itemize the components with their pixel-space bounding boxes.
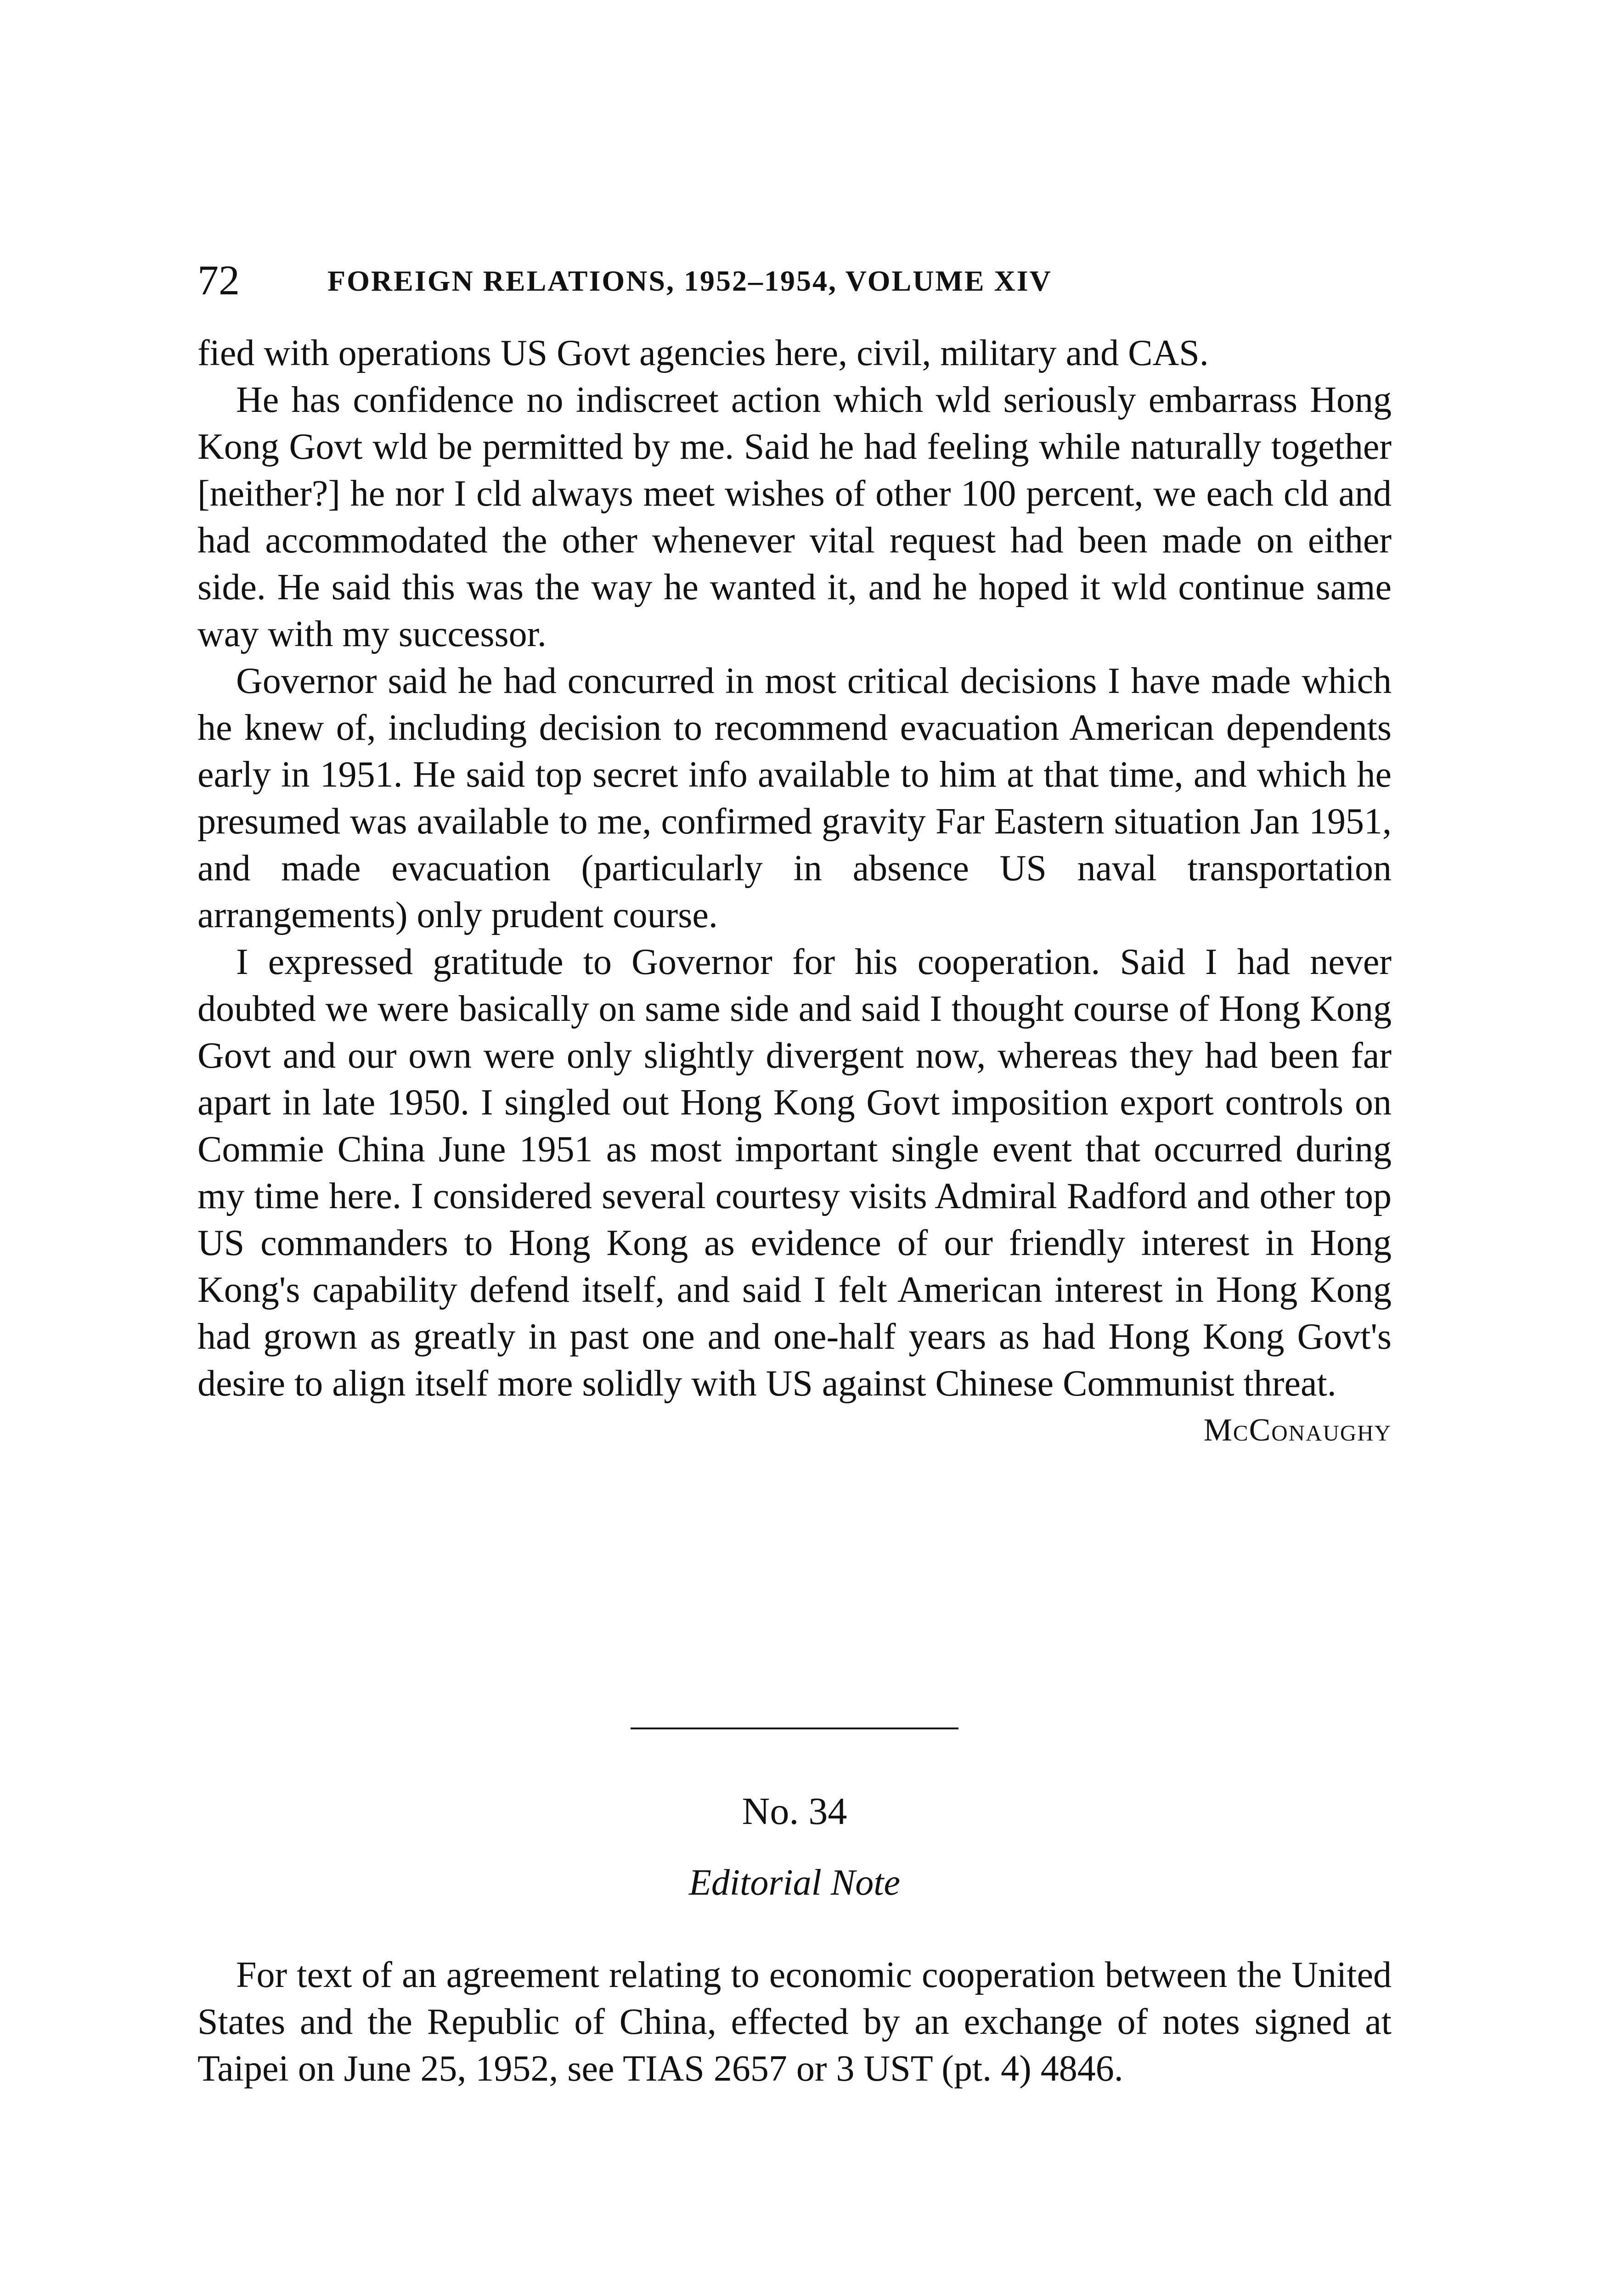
telegram-body bbox=[197, 330, 1392, 1454]
running-head: FOREIGN RELATIONS, 1952–1954, VOLUME XIV bbox=[327, 264, 1052, 297]
signature: McConaughy bbox=[1203, 1412, 1392, 1448]
telegram-paragraph: Governor said he had concurred in most critical decisions I have made which he knew of, including decision to recommend evacuation American dependents early in 1951. He said top secret info available to him at that time, and which he presumed was available to me, confirmed gravity Far Eastern situation Jan 1951, and made evacuation (particularly in absence US naval transportation arrangements) only prudent course. bbox=[197, 661, 1392, 935]
page-number: 72 bbox=[197, 257, 240, 304]
page-header bbox=[197, 253, 1392, 308]
telegram-paragraph: He has confidence no indiscreet action which wld seriously embarrass Hong Kong Govt wld be permitted by me. Said he had feeling while naturally together [neither?] he nor I cld always meet wishes of other 100 percent, we each cld and had accommodated the other whenever vital request had been made on either side. He said this was the way he wanted it, and he hoped it wld continue same way with my successor. bbox=[197, 380, 1392, 654]
document-number: No. 34 bbox=[742, 1790, 847, 1833]
document-title: Editorial Note bbox=[689, 1863, 900, 1903]
telegram-paragraph: I expressed gratitude to Governor for his cooperation. Said I had never doubted we were basically on same side and said I thought course of Hong Kong Govt and our own were only slightly divergent now, whereas they had been far apart in late 1950. I singled out Hong Kong Govt imposition export controls on Commie China June 1951 as most important single event that occurred during my time here. I considered several courtesy visits Admiral Radford and other top US commanders to Hong Kong as evidence of our friendly interest in Hong Kong's capability defend itself, and said I felt American interest in Hong Kong had grown as greatly in past one and one-half years as had Hong Kong Govt's desire to align itself more solidly with US against Chinese Communist threat. bbox=[197, 942, 1392, 1404]
section-divider bbox=[631, 1728, 958, 1729]
editorial-note-paragraph: For text of an agreement relating to economic cooperation between the United States and the Republic of China, effected by an exchange of notes signed at Taipei on June 25, 1952, see TIAS 2657 or 3 UST (pt. 4) 4846. bbox=[197, 1955, 1392, 2089]
telegram-paragraph-continued: fied with operations US Govt agencies here, civil, military and CAS. bbox=[197, 333, 1209, 373]
editorial-note-body bbox=[197, 1952, 1392, 2092]
